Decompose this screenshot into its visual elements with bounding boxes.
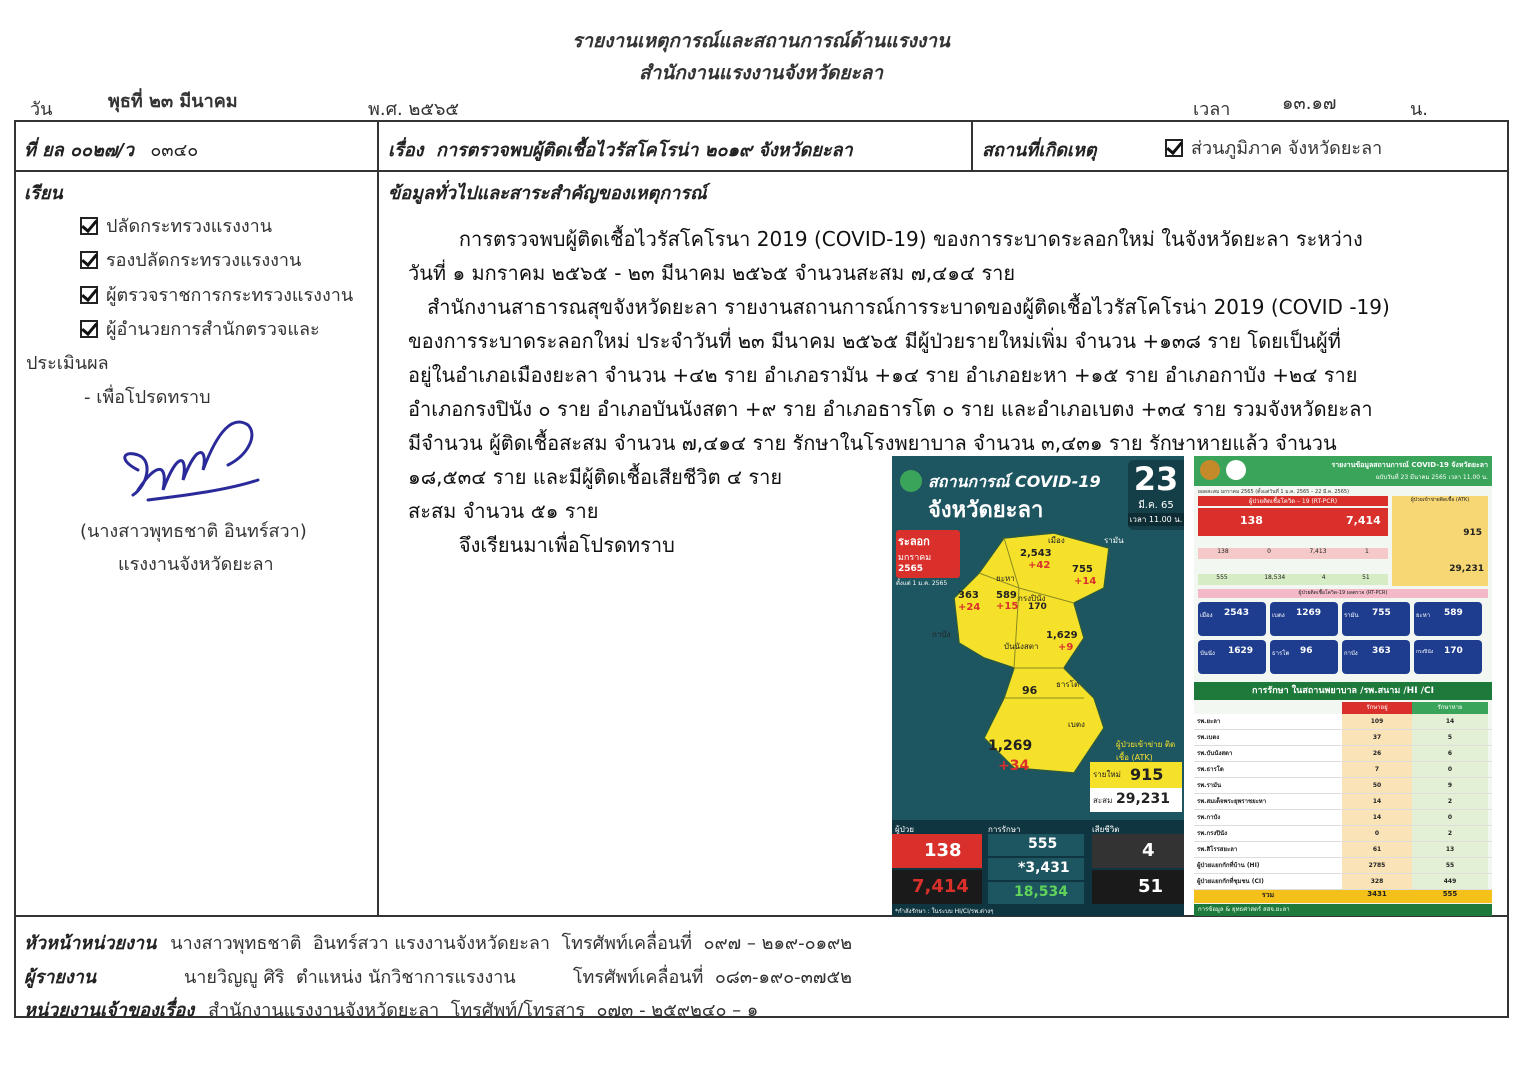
column-divider-left xyxy=(377,120,379,916)
checkbox-icon xyxy=(80,251,98,269)
column-divider-right xyxy=(971,120,973,171)
date-time: เวลา 11.00 น. xyxy=(1129,515,1183,524)
body-line: สำนักงานสาธารณสุขจังหวัดยะลา รายงานสถานการณ์การระบาดของผู้ติดเชื้อไวรัสโคโรน่า 2019 (COVID -19) xyxy=(408,295,1390,319)
day-value: พุธที่ ๒๓ มีนาคม xyxy=(108,91,238,112)
recovered-today-value: 555 xyxy=(1028,836,1058,852)
body-line: ของการระบาดระลอกใหม่ ประจำวันที่ ๒๓ มีนาคม ๒๕๖๕ มีผู้ป่วยรายใหม่เพิ่ม จำนวน +๑๓๘ ราย โดยเป็นผู้ที่ xyxy=(408,329,1341,353)
table-cell: 0 xyxy=(1412,762,1488,777)
reporter-label: ผู้รายงาน xyxy=(24,967,97,988)
period-text: ยอดสะสม มกราคม 2565 (ตั้งแต่วันที่ 1 ม.ค. 2565 – 22 มี.ค. 2565) xyxy=(1198,489,1350,495)
pcr-cell: 18,534 xyxy=(1264,574,1286,581)
atk-total-label: สะสม xyxy=(1093,796,1113,805)
wave-sub: มกราคม xyxy=(898,553,932,563)
table-cell: 449 xyxy=(1412,874,1488,889)
table-cell: 50 xyxy=(1342,778,1412,793)
atk-new-label: รายใหม่ xyxy=(1093,770,1121,779)
deaths-new-value: 4 xyxy=(1142,840,1155,861)
table-row xyxy=(1194,762,1492,778)
table-cell: 2785 xyxy=(1342,858,1412,873)
deaths-total-value: 51 xyxy=(1138,876,1164,897)
table-cell: รพ.ยะลา xyxy=(1194,714,1342,729)
district-new: +14 xyxy=(1074,576,1097,587)
new-cases-value: 138 xyxy=(924,840,962,861)
district-total: 1,269 xyxy=(988,738,1033,754)
district-card: เมือง 2543 xyxy=(1198,602,1266,636)
body-line: อำเภอกรงปินัง ๐ ราย อำเภอบันนังสตา +๙ ราย อำเภอธารโต ๐ ราย และอำเภอเบตง +๓๔ ราย รวมจังหวัดยะลา xyxy=(408,397,1373,421)
table-cell: 14 xyxy=(1342,810,1412,825)
section-label: ข้อมูลทั่วไปและสาระสำคัญของเหตุการณ์ xyxy=(388,183,707,204)
table-row xyxy=(1194,858,1492,874)
owner-label: หน่วยงานเจ้าของเรื่อง xyxy=(24,1000,195,1021)
district-card: กาบัง 363 xyxy=(1342,640,1410,674)
pcr-row-2 xyxy=(1198,548,1388,559)
head-text: นางสาวพุทธชาติ อินทร์สวา แรงงานจังหวัดยะลา โทรศัพท์เคลื่อนที่ ๐๙๗ – ๒๑๙-๐๑๙๒ xyxy=(170,933,853,954)
wave-year: 2565 xyxy=(898,564,924,574)
district-total: 755 xyxy=(1072,564,1093,575)
infographic-province: จังหวัดยะลา xyxy=(928,498,1044,523)
signer-name: (นางสาวพุทธชาติ อินทร์สวา) xyxy=(80,521,307,542)
pcr-header: ผู้ป่วยติดเชื้อโควิด – 19 (RT-PCR) xyxy=(1198,496,1388,506)
date-day: 23 xyxy=(1133,460,1179,498)
recipients-note: - เพื่อโปรดทราบ xyxy=(84,387,211,408)
table-cell: ผู้ป่วยแยกกักที่บ้าน (HI) xyxy=(1194,858,1342,873)
time-unit: น. xyxy=(1410,99,1429,120)
pcr-cell: 4 xyxy=(1321,574,1326,581)
date-box xyxy=(1128,460,1184,530)
time-label: เวลา xyxy=(1193,99,1231,120)
table-cell: 37 xyxy=(1342,730,1412,745)
footer-head-row xyxy=(24,928,852,957)
pcr-main-row xyxy=(1198,508,1388,536)
table-cell: 55 xyxy=(1412,858,1488,873)
table-row xyxy=(1194,826,1492,842)
district-total: 170 xyxy=(1028,602,1047,612)
death-label: เสียชีวิต xyxy=(1092,825,1120,834)
body-line: สะสม จำนวน ๕๑ ราย xyxy=(408,499,599,523)
district-grid xyxy=(1198,602,1488,674)
infographic-header xyxy=(892,456,1184,524)
head-label: หัวหน้าหน่วยงาน xyxy=(24,933,157,954)
recovered-total-value: 18,534 xyxy=(1014,884,1069,900)
footer-owner-row xyxy=(24,995,758,1024)
checkbox-icon xyxy=(80,217,98,235)
total-row xyxy=(1194,890,1492,903)
table-cell: รพ.ธารโต xyxy=(1194,762,1342,777)
body-line: การตรวจพบผู้ติดเชื้อไวรัสโคโรนา 2019 (COVID-19) ของการระบาดระลอกใหม่ ในจังหวัดยะลา ระหว่าง xyxy=(408,227,1363,251)
atk-panel xyxy=(1392,496,1488,586)
district-label: กรงปินัง xyxy=(1018,594,1046,603)
wave-label: ระลอก xyxy=(898,535,930,548)
table-cell: 26 xyxy=(1342,746,1412,761)
district-card: เบตง 1269 xyxy=(1270,602,1338,636)
district-label: เบตง xyxy=(1068,720,1085,729)
table-head-row xyxy=(1194,702,1492,714)
recovered-total-box xyxy=(988,882,1084,904)
table-cell: 2 xyxy=(1412,794,1488,809)
table-cell: 5 xyxy=(1412,730,1488,745)
row-divider-top xyxy=(14,170,1509,172)
location-text: ส่วนภูมิภาค จังหวัดยะลา xyxy=(1191,138,1383,159)
in-treatment-value: *3,431 xyxy=(1018,860,1070,876)
table-cell: 9 xyxy=(1412,778,1488,793)
table-cell: รพ.รามัน xyxy=(1194,778,1342,793)
total-treating: 3431 xyxy=(1367,890,1387,898)
summary-strip xyxy=(892,820,1184,916)
ministry-logo-icon xyxy=(1200,460,1220,480)
district-card: กรงปินัง 170 xyxy=(1414,640,1482,674)
signer-title: แรงงานจังหวัดยะลา xyxy=(118,554,274,575)
table-cell: 2 xyxy=(1412,826,1488,841)
patient-label: ผู้ป่วย xyxy=(895,825,914,834)
table-cell: 61 xyxy=(1342,842,1412,857)
district-card: รามัน 755 xyxy=(1342,602,1410,636)
table-cell: 328 xyxy=(1342,874,1412,889)
moph-logo-icon xyxy=(1226,460,1246,480)
table-row xyxy=(1194,842,1492,858)
cum-cases-value: 7,414 xyxy=(912,876,969,897)
table-cell: 6 xyxy=(1412,746,1488,761)
report-title: รายงานเหตุการณ์และสถานการณ์ด้านแรงงาน xyxy=(572,30,950,52)
district-new: +9 xyxy=(1058,642,1074,653)
pcr-cell: 555 xyxy=(1216,574,1228,581)
table-cell: 7 xyxy=(1342,762,1412,777)
table-row xyxy=(1194,794,1492,810)
district-header: ผู้ป่วยติดเชื้อโควิด-19 ผลตรวจ (RT-PCR) xyxy=(1198,589,1488,598)
atk-total-value: 29,231 xyxy=(1116,791,1171,807)
district-new: +34 xyxy=(998,758,1030,774)
subject-label: เรื่อง xyxy=(388,140,424,161)
credit-strip: การข้อมูล & ยุทธศาสตร์ สสจ.ยะลา xyxy=(1194,904,1492,916)
table-cell: 109 xyxy=(1342,714,1412,729)
atk-new-value: 915 xyxy=(1130,765,1164,784)
table-cell: รพ.บันนังสตา xyxy=(1194,746,1342,761)
atk-new-box xyxy=(1090,762,1182,788)
office-title: สำนักงานแรงงานจังหวัดยะลา xyxy=(639,62,883,84)
atk-header: ผู้ป่วยเข้าข่ายติดเชื้อ (ATK) xyxy=(1410,497,1470,503)
table-cell: 14 xyxy=(1412,714,1488,729)
district-total: 363 xyxy=(958,590,979,601)
pcr-cell: 0 xyxy=(1267,548,1271,555)
treatment-rows xyxy=(1194,714,1492,890)
table-title: รายงานข้อมูลสถานการณ์ COVID-19 จังหวัดยะลา xyxy=(1331,461,1488,469)
pcr-row-3 xyxy=(1198,574,1388,585)
pcr-new: 138 xyxy=(1240,514,1263,527)
day-label: วัน xyxy=(30,99,53,120)
table-cell: ผู้ป่วยแยกกักที่ชุมชน (CI) xyxy=(1194,874,1342,889)
table-row xyxy=(1194,874,1492,890)
cum-cases-box xyxy=(892,870,982,904)
reporter-text: นายวิญญู ศิริ ตำแหน่ง นักวิชาการแรงงาน โทรศัพท์เคลื่อนที่ ๐๘๓-๑๙๐-๓๗๕๒ xyxy=(184,967,852,988)
district-total: 96 xyxy=(1022,684,1038,697)
district-label: ยะหา xyxy=(996,574,1015,583)
total-recovered: 555 xyxy=(1442,890,1458,898)
table-row xyxy=(1194,778,1492,794)
infographic-footnote: *กำลังรักษา : ในระบบ HI/CI/รพ.ต่างๆ xyxy=(895,908,994,915)
deaths-total-box xyxy=(1092,870,1184,904)
recipient-item: รองปลัดกระทรวงแรงงาน xyxy=(80,245,301,274)
recipient-item: ผู้ตรวจราชการกระทรวงแรงงาน xyxy=(80,280,353,309)
body-line: วันที่ ๑ มกราคม ๒๕๖๕ - ๒๓ มีนาคม ๒๕๖๕ จำนวนสะสม ๗,๔๑๔ ราย xyxy=(408,261,1016,285)
district-label: รามัน xyxy=(1104,536,1124,545)
table-row xyxy=(1194,810,1492,826)
atk-total-box xyxy=(1090,788,1182,812)
col-treating: รักษาอยู่ xyxy=(1342,702,1412,714)
col-recovered: รักษาหาย xyxy=(1412,702,1488,714)
pcr-cell: 7,413 xyxy=(1309,548,1327,555)
infographic-heading: สถานการณ์ COVID-19 xyxy=(928,472,1101,491)
table-cell: 0 xyxy=(1412,810,1488,825)
district-new: +15 xyxy=(996,601,1019,612)
district-card: ยะหา 589 xyxy=(1414,602,1482,636)
ref-label: ที่ ยล ๐๐๒๗/ว xyxy=(24,140,135,161)
time-value: ๑๓.๑๗ xyxy=(1282,93,1337,114)
table-header xyxy=(1194,456,1492,486)
table-row xyxy=(1194,746,1492,762)
body-line: มีจำนวน ผู้ติดเชื้อสะสม จำนวน ๗,๔๑๔ ราย รักษาในโรงพยาบาล จำนวน ๓,๔๓๑ ราย รักษาหายแล้ว จำนวน xyxy=(408,431,1337,455)
covid-map-infographic xyxy=(892,456,1184,916)
district-new: +24 xyxy=(958,602,981,613)
district-total: 2,543 xyxy=(1020,548,1052,559)
atk-label: ผู้ป่วยเข้าข่าย ติดเชื้อ (ATK) xyxy=(1116,740,1176,762)
checkbox-icon xyxy=(80,320,98,338)
table-subtitle: ฉบับวันที่ 23 มีนาคม 2565 เวลา 11.00 น. xyxy=(1375,474,1488,481)
treatment-table xyxy=(1194,702,1492,900)
ref-number: ๐๓๔๐ xyxy=(150,140,199,161)
table-cell: 13 xyxy=(1412,842,1488,857)
pcr-cell: 1 xyxy=(1364,548,1369,555)
location-cell xyxy=(1165,133,1382,162)
table-cell: รพ.สมเด็จพระยุพราชยะหา xyxy=(1194,794,1342,809)
table-cell: 14 xyxy=(1342,794,1412,809)
new-cases-box xyxy=(892,834,982,868)
recovered-today-box xyxy=(988,834,1084,856)
district-label: กาบัง xyxy=(932,630,951,639)
table-cell: 0 xyxy=(1342,826,1412,841)
checkbox-icon xyxy=(1165,139,1183,157)
table-row xyxy=(1194,730,1492,746)
pcr-cell: 138 xyxy=(1217,548,1229,555)
body-line: ๑๘,๕๓๔ ราย และมีผู้ติดเชื้อเสียชีวิต ๔ ราย xyxy=(408,465,783,489)
table-cell: รพ.สิโรรสยะลา xyxy=(1194,842,1342,857)
body-line: จึงเรียนมาเพื่อโปรดทราบ xyxy=(408,533,675,557)
in-treatment-box xyxy=(988,858,1084,880)
district-card: บันนัง 1629 xyxy=(1198,640,1266,674)
recipient-item: ผู้อำนวยการสำนักตรวจและ xyxy=(80,314,320,343)
body-line: อยู่ในอำเภอเมืองยะลา จำนวน +๔๒ ราย อำเภอรามัน +๑๔ ราย อำเภอยะหา +๑๕ ราย อำเภอกาบัง +๒๔ ราย xyxy=(408,363,1358,387)
ref-cell xyxy=(24,135,198,164)
signature-icon xyxy=(108,410,268,510)
total-label: รวม xyxy=(1261,891,1275,899)
location-label: สถานที่เกิดเหตุ xyxy=(982,140,1097,161)
atk-today: 915 xyxy=(1463,528,1482,538)
ministry-logo-icon xyxy=(900,470,922,492)
district-label: ธารโต xyxy=(1056,680,1080,689)
table-row xyxy=(1194,714,1492,730)
pcr-cell: 51 xyxy=(1362,574,1370,581)
deaths-new-box xyxy=(1092,834,1184,868)
atk-total: 29,231 xyxy=(1449,564,1484,574)
recipients-label: เรียน xyxy=(24,183,63,204)
wave-note: ตั้งแต่ 1 ม.ค. 2565 xyxy=(896,580,948,587)
treat-label: การรักษา xyxy=(988,825,1021,834)
owner-text: สำนักงานแรงงานจังหวัดยะลา โทรศัพท์/โทรสาร ๐๗๓ - ๒๕๙๒๔๐ – ๑ xyxy=(208,1000,759,1021)
treat-title: การรักษา ในสถานพยาบาล /รพ.สนาม /HI /CI xyxy=(1194,682,1492,700)
district-new: +42 xyxy=(1028,560,1051,571)
year-value: พ.ศ. ๒๕๖๕ xyxy=(368,99,459,120)
table-cell: รพ.เบตง xyxy=(1194,730,1342,745)
subject-cell xyxy=(388,135,853,164)
subject-text: การตรวจพบผู้ติดเชื้อไวรัสโคโรน่า ๒๐๑๙ จังหวัดยะลา xyxy=(435,140,853,161)
table-cell: รพ.กาบัง xyxy=(1194,810,1342,825)
district-label: เมือง xyxy=(1048,536,1065,545)
recipient-item: ปลัดกระทรวงแรงงาน xyxy=(80,211,272,240)
pcr-cum: 7,414 xyxy=(1346,514,1381,527)
covid-table-infographic xyxy=(1194,456,1492,916)
checkbox-icon xyxy=(80,286,98,304)
table-cell: รพ.กรงปินัง xyxy=(1194,826,1342,841)
district-total: 1,629 xyxy=(1046,630,1078,641)
footer-reporter-row xyxy=(24,962,852,991)
date-month: มี.ค. 65 xyxy=(1138,500,1174,511)
district-total: 589 xyxy=(996,590,1017,601)
district-label: บันนังสตา xyxy=(1004,642,1039,651)
recipient-continuation: ประเมินผล xyxy=(26,353,109,374)
district-card: ธารโต 96 xyxy=(1270,640,1338,674)
